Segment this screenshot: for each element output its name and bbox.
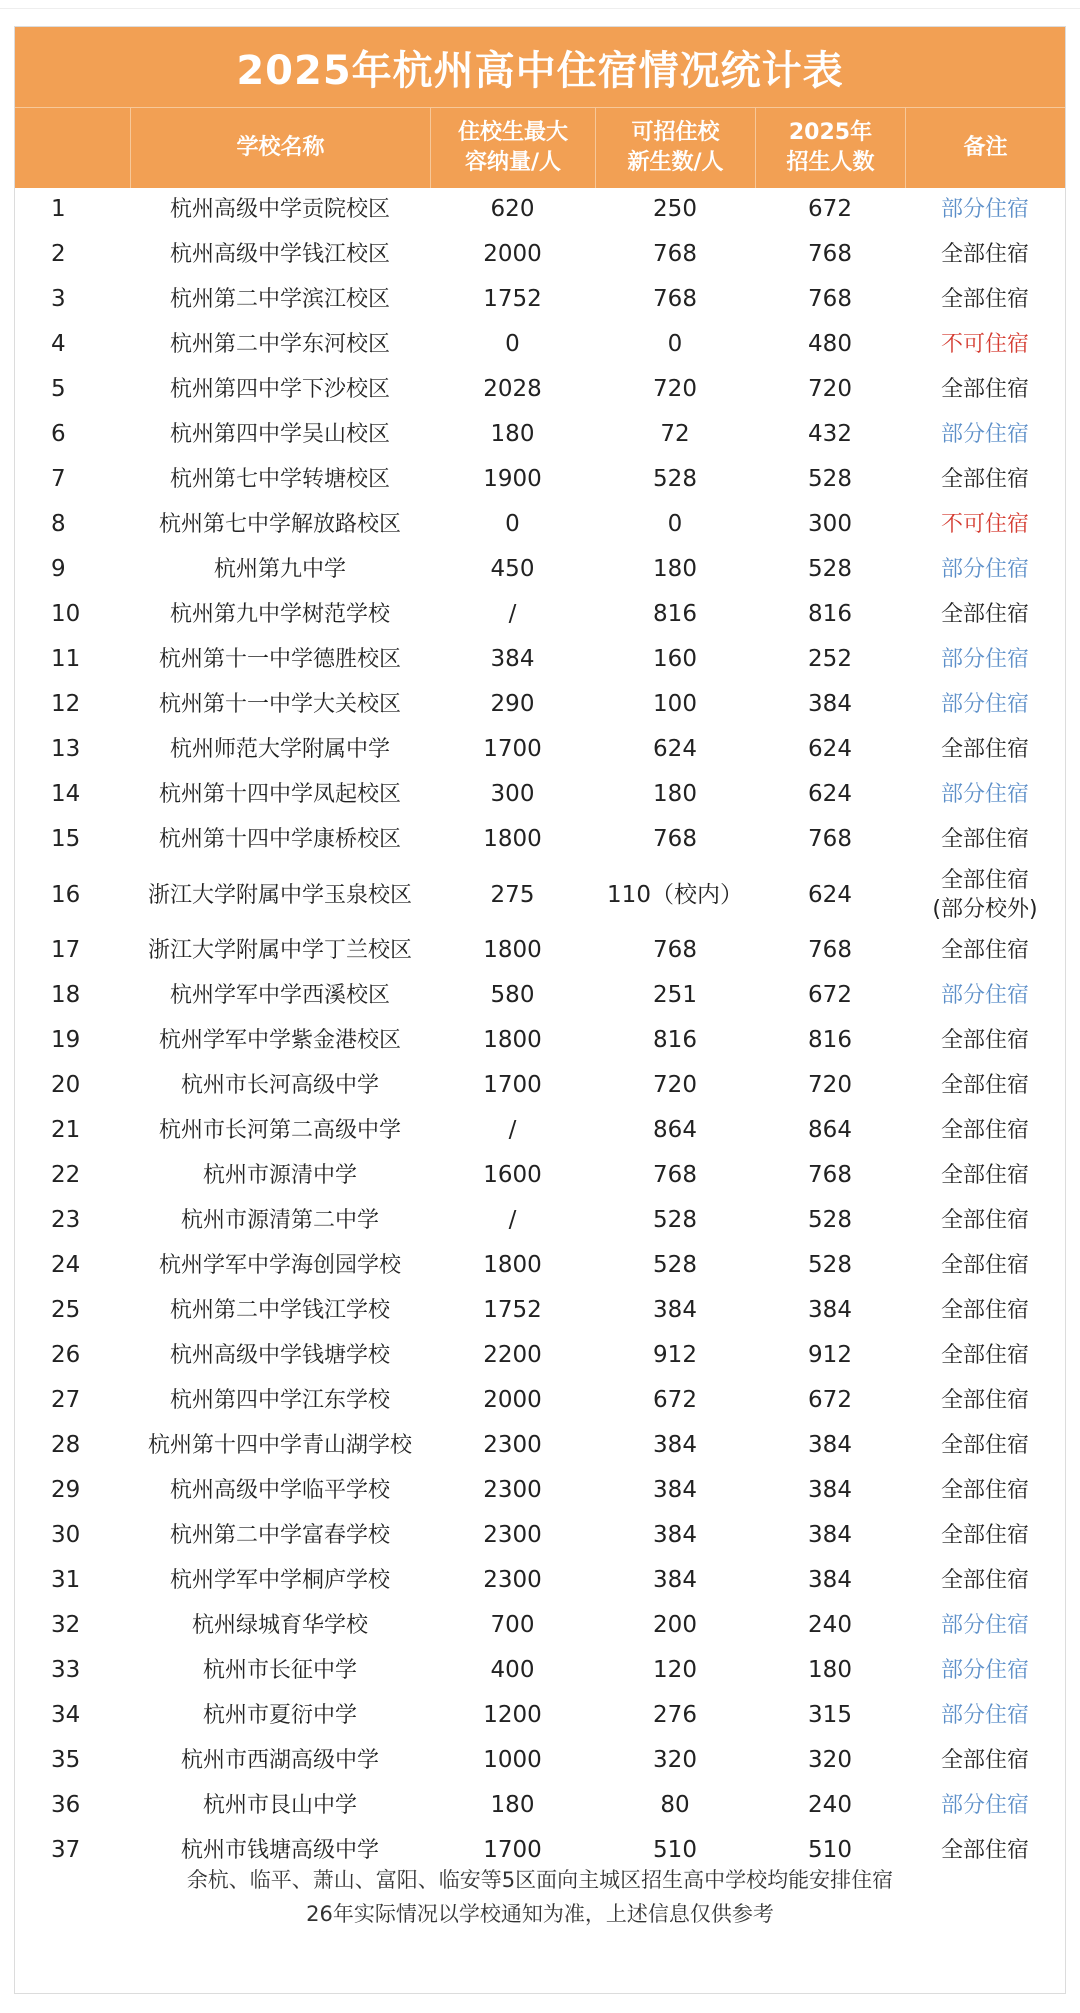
max-capacity: 580 bbox=[490, 982, 535, 1008]
row-number: 36 bbox=[51, 1792, 81, 1818]
school-name: 杭州第二中学滨江校区 bbox=[169, 287, 390, 312]
table-row bbox=[15, 772, 1065, 817]
row-number: 37 bbox=[51, 1837, 81, 1863]
enrollment-2025: 528 bbox=[808, 1252, 852, 1278]
new-boarders: 251 bbox=[653, 982, 697, 1008]
new-boarders: 864 bbox=[653, 1117, 697, 1143]
max-capacity: 0 bbox=[505, 511, 520, 537]
header-school-name bbox=[130, 108, 430, 188]
new-boarders: 0 bbox=[667, 511, 683, 537]
new-boarders: 768 bbox=[653, 826, 697, 852]
table-row bbox=[15, 502, 1065, 547]
new-boarders: 0 bbox=[667, 331, 683, 357]
enrollment-2025: 624 bbox=[808, 781, 852, 807]
enrollment-2025: 480 bbox=[808, 331, 852, 357]
row-number: 20 bbox=[51, 1072, 81, 1098]
table-row bbox=[15, 727, 1065, 772]
table-row bbox=[15, 547, 1065, 592]
enrollment-2025: 240 bbox=[808, 1792, 852, 1818]
school-name: 杭州市长河高级中学 bbox=[180, 1073, 379, 1098]
enrollment-2025: 252 bbox=[808, 646, 852, 672]
row-number: 5 bbox=[51, 376, 66, 402]
school-name: 杭州第九中学树范学校 bbox=[169, 602, 390, 627]
enrollment-2025: 768 bbox=[808, 1162, 852, 1188]
boarding-note: 全部住宿 bbox=[940, 1208, 1029, 1233]
row-number: 29 bbox=[51, 1477, 81, 1503]
enrollment-2025: 384 bbox=[808, 1567, 852, 1593]
school-name: 杭州学军中学海创园学校 bbox=[158, 1253, 401, 1278]
enrollment-2025: 720 bbox=[808, 1072, 852, 1098]
row-number: 9 bbox=[51, 556, 66, 582]
enrollment-2025: 528 bbox=[808, 556, 852, 582]
max-capacity: 1700 bbox=[483, 736, 542, 762]
table-row bbox=[15, 1288, 1065, 1333]
new-boarders: 384 bbox=[653, 1567, 697, 1593]
boarding-note: 全部住宿 bbox=[940, 1568, 1029, 1593]
enrollment-2025: 768 bbox=[808, 826, 852, 852]
max-capacity: 1800 bbox=[483, 1027, 542, 1053]
max-capacity: / bbox=[508, 601, 517, 627]
boarding-note: 全部住宿 bbox=[940, 287, 1029, 312]
school-name: 杭州市西湖高级中学 bbox=[180, 1748, 379, 1773]
enrollment-2025: 240 bbox=[808, 1612, 852, 1638]
table-row bbox=[15, 1333, 1065, 1378]
max-capacity: 300 bbox=[490, 781, 535, 807]
header-capacity bbox=[430, 108, 595, 188]
table-row bbox=[15, 1648, 1065, 1693]
boarding-note: 全部住宿 bbox=[940, 1118, 1029, 1143]
row-number: 19 bbox=[51, 1027, 81, 1053]
new-boarders: 320 bbox=[653, 1747, 697, 1773]
row-number: 17 bbox=[51, 937, 81, 963]
footer-notes bbox=[15, 1863, 1065, 1931]
new-boarders: 816 bbox=[653, 1027, 697, 1053]
enrollment-2025: 672 bbox=[808, 982, 852, 1008]
enrollment-2025: 510 bbox=[808, 1837, 852, 1863]
max-capacity: 275 bbox=[490, 881, 535, 908]
school-name: 杭州第十四中学青山湖学校 bbox=[147, 1433, 412, 1458]
enrollment-2025: 864 bbox=[808, 1117, 852, 1143]
max-capacity: 2200 bbox=[483, 1342, 542, 1368]
enrollment-2025: 180 bbox=[808, 1657, 852, 1683]
max-capacity: 2300 bbox=[483, 1522, 542, 1548]
boarding-note: 全部住宿 bbox=[940, 1433, 1029, 1458]
school-name: 杭州第七中学转塘校区 bbox=[169, 467, 390, 492]
enrollment-2025: 624 bbox=[808, 736, 852, 762]
max-capacity: 1700 bbox=[483, 1072, 542, 1098]
new-boarders: 912 bbox=[653, 1342, 697, 1368]
new-boarders: 768 bbox=[653, 241, 697, 267]
new-boarders: 624 bbox=[653, 736, 697, 762]
enrollment-2025: 315 bbox=[808, 1702, 852, 1728]
boarding-note-line1: 全部住宿 bbox=[940, 868, 1029, 893]
row-number: 10 bbox=[51, 601, 81, 627]
school-name: 杭州第二中学富春学校 bbox=[169, 1523, 390, 1548]
max-capacity: 0 bbox=[505, 331, 520, 357]
header-capacity-line2: 容纳量/人 bbox=[464, 150, 562, 175]
boarding-note: 全部住宿 bbox=[940, 242, 1029, 267]
school-name: 杭州学军中学桐庐学校 bbox=[169, 1568, 390, 1593]
max-capacity: 2300 bbox=[483, 1432, 542, 1458]
row-number: 28 bbox=[51, 1432, 81, 1458]
school-name: 杭州第七中学解放路校区 bbox=[158, 512, 401, 537]
header-new-line2: 新生数/人 bbox=[627, 150, 724, 175]
table-row bbox=[15, 637, 1065, 682]
school-name: 杭州第二中学钱江学校 bbox=[169, 1298, 390, 1323]
table-row bbox=[15, 682, 1065, 727]
table-row bbox=[15, 1018, 1065, 1063]
school-name: 杭州第四中学下沙校区 bbox=[169, 377, 390, 402]
table-row bbox=[15, 1063, 1065, 1108]
school-name: 杭州第十一中学德胜校区 bbox=[158, 647, 401, 672]
new-boarders: 528 bbox=[653, 466, 697, 492]
boarding-note: 部分住宿 bbox=[940, 1613, 1029, 1638]
new-boarders: 384 bbox=[653, 1432, 697, 1458]
new-boarders: 720 bbox=[653, 376, 697, 402]
max-capacity: 180 bbox=[490, 421, 535, 447]
school-name: 杭州师范大学附属中学 bbox=[169, 737, 390, 762]
enrollment-2025: 816 bbox=[808, 601, 852, 627]
school-name: 杭州市夏衍中学 bbox=[202, 1703, 357, 1728]
boarding-note: 全部住宿 bbox=[940, 1343, 1029, 1368]
boarding-note: 部分住宿 bbox=[940, 197, 1029, 222]
row-number: 14 bbox=[51, 781, 81, 807]
boarding-note: 不可住宿 bbox=[940, 512, 1029, 537]
row-number: 15 bbox=[51, 826, 81, 852]
table-row bbox=[15, 1198, 1065, 1243]
boarding-note: 全部住宿 bbox=[940, 602, 1029, 627]
max-capacity: 1752 bbox=[483, 1297, 542, 1323]
table-row bbox=[15, 973, 1065, 1018]
new-boarders: 110（校内） bbox=[607, 881, 743, 908]
table-row bbox=[15, 1738, 1065, 1783]
row-number: 1 bbox=[51, 196, 66, 222]
school-name: 杭州绿城育华学校 bbox=[191, 1613, 368, 1638]
boarding-note: 部分住宿 bbox=[940, 422, 1029, 447]
school-name: 杭州市长河第二高级中学 bbox=[158, 1118, 401, 1143]
school-name: 杭州第四中学吴山校区 bbox=[169, 422, 390, 447]
school-name: 杭州市源清第二中学 bbox=[180, 1208, 379, 1233]
title-bar bbox=[15, 27, 1065, 107]
table-row bbox=[15, 862, 1065, 928]
row-number: 11 bbox=[51, 646, 81, 672]
new-boarders: 384 bbox=[653, 1522, 697, 1548]
new-boarders: 768 bbox=[653, 286, 697, 312]
school-name: 浙江大学附属中学丁兰校区 bbox=[147, 938, 412, 963]
school-name: 杭州市长征中学 bbox=[202, 1658, 357, 1683]
row-number: 35 bbox=[51, 1747, 81, 1773]
row-number: 25 bbox=[51, 1297, 81, 1323]
boarding-note: 全部住宿 bbox=[940, 1163, 1029, 1188]
school-name: 杭州第四中学江东学校 bbox=[169, 1388, 390, 1413]
max-capacity: 1800 bbox=[483, 826, 542, 852]
max-capacity: 1752 bbox=[483, 286, 542, 312]
max-capacity: 384 bbox=[490, 646, 535, 672]
boarding-note: 全部住宿 bbox=[940, 1748, 1029, 1773]
boarding-note bbox=[905, 862, 1065, 928]
table-row bbox=[15, 1423, 1065, 1468]
school-name: 杭州第十一中学大关校区 bbox=[158, 692, 401, 717]
school-name: 杭州市钱塘高级中学 bbox=[180, 1838, 379, 1863]
new-boarders: 80 bbox=[660, 1792, 690, 1818]
enrollment-2025: 384 bbox=[808, 1522, 852, 1548]
max-capacity: 2000 bbox=[483, 241, 542, 267]
row-number: 23 bbox=[51, 1207, 81, 1233]
table-header bbox=[15, 107, 1065, 188]
enrollment-2025: 672 bbox=[808, 196, 852, 222]
new-boarders: 160 bbox=[653, 646, 697, 672]
row-number: 30 bbox=[51, 1522, 81, 1548]
boarding-note: 全部住宿 bbox=[940, 1478, 1029, 1503]
enrollment-2025: 384 bbox=[808, 1477, 852, 1503]
boarding-note-line2: (部分校外) bbox=[932, 897, 1038, 922]
max-capacity: / bbox=[508, 1117, 517, 1143]
enrollment-2025: 384 bbox=[808, 691, 852, 717]
row-number: 12 bbox=[51, 691, 81, 717]
row-number: 3 bbox=[51, 286, 66, 312]
dorm-table-card bbox=[14, 26, 1066, 1994]
row-number: 18 bbox=[51, 982, 81, 1008]
row-number: 21 bbox=[51, 1117, 81, 1143]
row-number: 26 bbox=[51, 1342, 81, 1368]
table-row bbox=[15, 1153, 1065, 1198]
row-number: 32 bbox=[51, 1612, 81, 1638]
new-boarders: 528 bbox=[653, 1207, 697, 1233]
boarding-note: 全部住宿 bbox=[940, 1298, 1029, 1323]
enrollment-2025: 912 bbox=[808, 1342, 852, 1368]
boarding-note: 部分住宿 bbox=[940, 983, 1029, 1008]
enrollment-2025: 624 bbox=[808, 881, 852, 908]
max-capacity: 1200 bbox=[483, 1702, 542, 1728]
new-boarders: 528 bbox=[653, 1252, 697, 1278]
new-boarders: 276 bbox=[653, 1702, 697, 1728]
new-boarders: 180 bbox=[653, 781, 697, 807]
enrollment-2025: 384 bbox=[808, 1297, 852, 1323]
top-divider bbox=[0, 8, 1080, 9]
school-name: 杭州高级中学钱江校区 bbox=[169, 242, 390, 267]
boarding-note: 部分住宿 bbox=[940, 1793, 1029, 1818]
new-boarders: 816 bbox=[653, 601, 697, 627]
boarding-note: 部分住宿 bbox=[940, 1658, 1029, 1683]
max-capacity: 1900 bbox=[483, 466, 542, 492]
boarding-note: 全部住宿 bbox=[940, 1523, 1029, 1548]
table-row bbox=[15, 232, 1065, 277]
header-new-boarders bbox=[595, 108, 755, 188]
row-number: 6 bbox=[51, 421, 66, 447]
boarding-note: 全部住宿 bbox=[940, 737, 1029, 762]
header-enroll-line2: 招生人数 bbox=[786, 150, 875, 175]
boarding-note: 全部住宿 bbox=[940, 467, 1029, 492]
max-capacity: 2300 bbox=[483, 1477, 542, 1503]
boarding-note: 全部住宿 bbox=[940, 1388, 1029, 1413]
row-number: 8 bbox=[51, 511, 66, 537]
max-capacity: 620 bbox=[490, 196, 535, 222]
enrollment-2025: 320 bbox=[808, 1747, 852, 1773]
header-school-name-label: 学校名称 bbox=[236, 135, 325, 160]
table-row bbox=[15, 817, 1065, 862]
boarding-note: 部分住宿 bbox=[940, 692, 1029, 717]
table-row bbox=[15, 457, 1065, 502]
max-capacity: 2028 bbox=[483, 376, 542, 402]
header-note-label: 备注 bbox=[963, 135, 1008, 160]
header-capacity-line1: 住校生最大 bbox=[457, 120, 568, 145]
max-capacity: / bbox=[508, 1207, 517, 1233]
table-row bbox=[15, 412, 1065, 457]
max-capacity: 180 bbox=[490, 1792, 535, 1818]
new-boarders: 384 bbox=[653, 1297, 697, 1323]
table-row bbox=[15, 367, 1065, 412]
boarding-note: 全部住宿 bbox=[940, 1028, 1029, 1053]
max-capacity: 1800 bbox=[483, 937, 542, 963]
footer-line-2: 26年实际情况以学校通知为准，上述信息仅供参考 bbox=[306, 1902, 774, 1926]
row-number: 4 bbox=[51, 331, 66, 357]
boarding-note: 全部住宿 bbox=[940, 1073, 1029, 1098]
school-name: 杭州第十四中学康桥校区 bbox=[158, 827, 401, 852]
table-row bbox=[15, 1558, 1065, 1603]
table-row bbox=[15, 187, 1065, 232]
school-name: 杭州学军中学西溪校区 bbox=[169, 983, 390, 1008]
boarding-note: 全部住宿 bbox=[940, 1253, 1029, 1278]
new-boarders: 200 bbox=[653, 1612, 697, 1638]
school-name: 杭州市艮山中学 bbox=[202, 1793, 357, 1818]
table-row bbox=[15, 277, 1065, 322]
school-name: 浙江大学附属中学玉泉校区 bbox=[147, 882, 412, 908]
max-capacity: 1700 bbox=[483, 1837, 542, 1863]
enrollment-2025: 768 bbox=[808, 286, 852, 312]
school-name: 杭州第十四中学凤起校区 bbox=[158, 782, 401, 807]
row-number: 34 bbox=[51, 1702, 81, 1728]
school-name: 杭州高级中学临平学校 bbox=[169, 1478, 390, 1503]
row-number: 7 bbox=[51, 466, 66, 492]
new-boarders: 250 bbox=[653, 196, 697, 222]
boarding-note: 部分住宿 bbox=[940, 557, 1029, 582]
header-enrollment bbox=[755, 108, 905, 188]
table-row bbox=[15, 1378, 1065, 1423]
enrollment-2025: 720 bbox=[808, 376, 852, 402]
row-number: 24 bbox=[51, 1252, 81, 1278]
enrollment-2025: 768 bbox=[808, 241, 852, 267]
new-boarders: 510 bbox=[653, 1837, 697, 1863]
school-name: 杭州第二中学东河校区 bbox=[169, 332, 390, 357]
boarding-note: 部分住宿 bbox=[940, 1703, 1029, 1728]
new-boarders: 768 bbox=[653, 1162, 697, 1188]
page-title: 2025年杭州高中住宿情况统计表 bbox=[236, 47, 844, 94]
max-capacity: 1000 bbox=[483, 1747, 542, 1773]
max-capacity: 700 bbox=[490, 1612, 535, 1638]
new-boarders: 720 bbox=[653, 1072, 697, 1098]
table-row bbox=[15, 928, 1065, 973]
max-capacity: 1800 bbox=[483, 1252, 542, 1278]
max-capacity: 2000 bbox=[483, 1387, 542, 1413]
enrollment-2025: 528 bbox=[808, 1207, 852, 1233]
enrollment-2025: 768 bbox=[808, 937, 852, 963]
school-name: 杭州高级中学钱塘学校 bbox=[169, 1343, 390, 1368]
table-row bbox=[15, 322, 1065, 367]
table-row bbox=[15, 592, 1065, 637]
enrollment-2025: 432 bbox=[808, 421, 852, 447]
table-row bbox=[15, 1243, 1065, 1288]
footer-line-1: 余杭、临平、萧山、富阳、临安等5区面向主城区招生高中学校均能安排住宿 bbox=[186, 1868, 894, 1892]
boarding-note: 不可住宿 bbox=[940, 332, 1029, 357]
row-number: 2 bbox=[51, 241, 66, 267]
enrollment-2025: 672 bbox=[808, 1387, 852, 1413]
max-capacity: 450 bbox=[490, 556, 535, 582]
boarding-note: 全部住宿 bbox=[940, 938, 1029, 963]
table-row bbox=[15, 1693, 1065, 1738]
new-boarders: 768 bbox=[653, 937, 697, 963]
row-number: 16 bbox=[51, 881, 81, 908]
table-row bbox=[15, 1603, 1065, 1648]
max-capacity: 1600 bbox=[483, 1162, 542, 1188]
header-note bbox=[905, 108, 1065, 188]
row-number: 22 bbox=[51, 1162, 81, 1188]
enrollment-2025: 300 bbox=[808, 511, 852, 537]
header-number bbox=[15, 108, 130, 188]
school-name: 杭州学军中学紫金港校区 bbox=[158, 1028, 401, 1053]
max-capacity: 400 bbox=[490, 1657, 535, 1683]
new-boarders: 384 bbox=[653, 1477, 697, 1503]
row-number: 13 bbox=[51, 736, 81, 762]
table-row bbox=[15, 1468, 1065, 1513]
row-number: 27 bbox=[51, 1387, 81, 1413]
boarding-note: 全部住宿 bbox=[940, 1838, 1029, 1863]
school-name: 杭州市源清中学 bbox=[202, 1163, 357, 1188]
enrollment-2025: 384 bbox=[808, 1432, 852, 1458]
boarding-note: 部分住宿 bbox=[940, 782, 1029, 807]
boarding-note: 部分住宿 bbox=[940, 647, 1029, 672]
table-body bbox=[15, 187, 1065, 1873]
table-row bbox=[15, 1108, 1065, 1153]
school-name: 杭州第九中学 bbox=[213, 557, 346, 582]
max-capacity: 2300 bbox=[483, 1567, 542, 1593]
new-boarders: 72 bbox=[660, 421, 690, 447]
row-number: 33 bbox=[51, 1657, 81, 1683]
enrollment-2025: 816 bbox=[808, 1027, 852, 1053]
enrollment-2025: 528 bbox=[808, 466, 852, 492]
school-name: 杭州高级中学贡院校区 bbox=[169, 197, 390, 222]
header-new-line1: 可招住校 bbox=[631, 120, 720, 145]
table-row bbox=[15, 1513, 1065, 1558]
boarding-note: 全部住宿 bbox=[940, 377, 1029, 402]
max-capacity: 290 bbox=[490, 691, 535, 717]
new-boarders: 100 bbox=[653, 691, 697, 717]
new-boarders: 180 bbox=[653, 556, 697, 582]
new-boarders: 120 bbox=[653, 1657, 697, 1683]
header-enroll-line1: 2025年 bbox=[788, 120, 873, 145]
new-boarders: 672 bbox=[653, 1387, 697, 1413]
row-number: 31 bbox=[51, 1567, 81, 1593]
table-row bbox=[15, 1783, 1065, 1828]
boarding-note: 全部住宿 bbox=[940, 827, 1029, 852]
